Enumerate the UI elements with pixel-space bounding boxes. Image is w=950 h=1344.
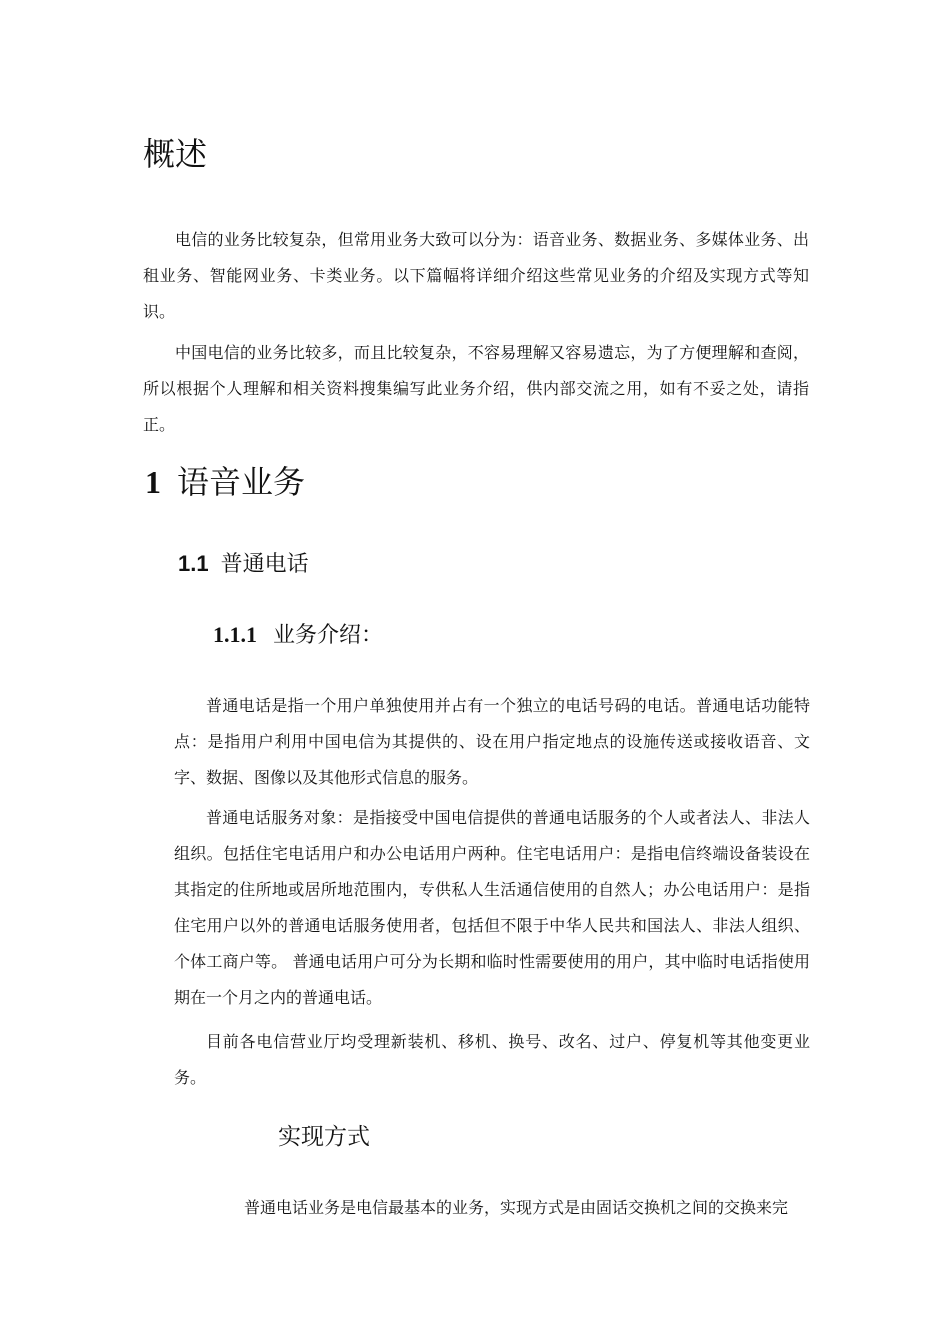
- chapter-1-title: 语音业务: [177, 463, 306, 501]
- overview-paragraph-1: 电信的业务比较复杂，但常用业务大致可以分为：语音业务、数据业务、多媒体业务、出租业务、智能网业务、卡类业务。以下篇幅将详细介绍这些常见业务的介绍及实现方式等知识。: [143, 230, 809, 321]
- chapter-1-number: 1: [145, 464, 161, 500]
- section-1-1-1-heading: [213, 617, 383, 654]
- implementation-heading: 实现方式: [278, 1124, 370, 1150]
- section-1-1-number: 1.1: [178, 551, 209, 576]
- chapter-1-heading: [145, 458, 305, 506]
- service-intro-paragraph-1: 普通电话是指一个用户单独使用并占有一个独立的电话号码的电话。普通电话功能特点：是指用户利用中国电信为其提供的、设在用户指定地点的设施传送或接收语音、文字、数据、图像以及其他形式信息的服务。: [174, 696, 810, 787]
- overview-paragraph-2: 中国电信的业务比较多，而且比较复杂，不容易理解又容易遗忘，为了方便理解和查阅，所以根据个人理解和相关资料搜集编写此业务介绍，供内部交流之用，如有不妥之处，请指正。: [143, 343, 809, 434]
- section-1-1-1-number: 1.1.1: [213, 622, 257, 647]
- service-intro-paragraph-3: 目前各电信营业厅均受理新装机、移机、换号、改名、过户、停复机等其他变更业务。: [174, 1032, 810, 1087]
- section-1-1-title: 普通电话: [220, 552, 309, 577]
- implementation-paragraph: 普通电话业务是电信最基本的业务，实现方式是由固话交换机之间的交换来完: [244, 1198, 789, 1217]
- section-1-1-1-title: 业务介绍：: [273, 623, 384, 648]
- section-1-1-heading: [178, 546, 309, 583]
- service-intro-paragraph-2: 普通电话服务对象：是指接受中国电信提供的普通电话服务的个人或者法人、非法人组织。包括住宅电话用户和办公电话用户两种。住宅电话用户：是指电信终端设备装设在其指定的住所地或居所地范围内，专供私人生活通信使用的自然人；办公电话用户：是指住宅用户以外的普通电话服务使用者，包括但不限于中华人民共和国法人、非法人组织、个体工商户等。 普通电话用户可分为长期和临时性需要使用的用户，其中临时电话指使用期在一个月之内的普通电话。: [174, 808, 810, 1007]
- overview-heading: 概述: [143, 135, 208, 173]
